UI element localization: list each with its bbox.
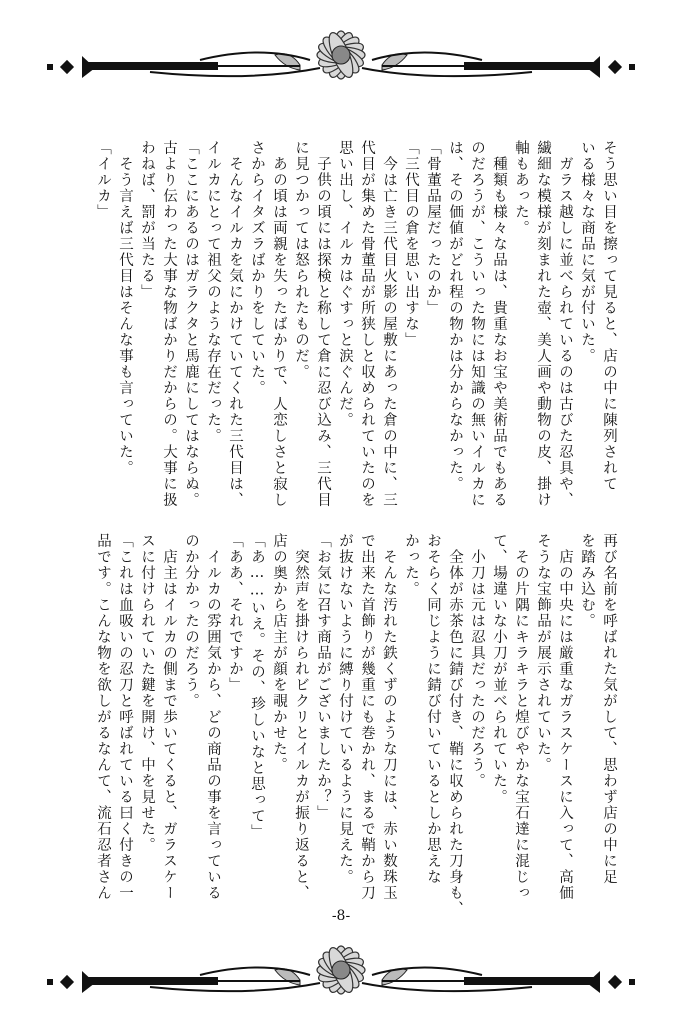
text-line: 「お気に召す商品がございましたか？」 <box>315 533 331 821</box>
text-line: 思い出し、イルカはぐすっと涙ぐんだ。 <box>337 140 353 428</box>
text-line: 店主はイルカの側まで歩いてくると、ガラスケー <box>161 533 177 901</box>
text-line: 突然声を掛けられビクリとイルカが振り返ると、 <box>293 533 309 901</box>
text-line: が抜けないように縛り付けているように見えた。 <box>337 533 353 885</box>
text-line: 「三代目の倉を思い出すな」 <box>403 140 419 348</box>
text-line: そんなイルカを気にかけていてくれた三代目は、 <box>227 140 243 508</box>
text-line: 店の中央には厳重なガラスケースに入って、高価 <box>557 533 573 901</box>
text-line: イルカにとって祖父のような存在だった。 <box>205 140 221 444</box>
text-line: 店の奥から店主が顔を覗かせた。 <box>271 533 287 773</box>
text-line: 「これは血吸いの忍刀と呼ばれている曰く付きの一 <box>117 533 133 901</box>
text-line: そうな宝飾品が展示されていた。 <box>535 533 551 773</box>
text-line: 軸もあった。 <box>513 140 529 236</box>
text-line: あの頃は両親を失ったばかりで、人恋しさと寂し <box>271 140 287 508</box>
lower-text-block <box>92 533 620 917</box>
text-line: 今は亡き三代目火影の屋敷にあった倉の中に、三 <box>381 140 397 508</box>
text-line: その片隅にキラキラと煌びやかな宝石達に混じっ <box>513 533 529 901</box>
text-line: に見つかっては怒られたものだ。 <box>293 140 309 380</box>
text-line: て、場違いな小刀が並べられていた。 <box>491 533 507 805</box>
text-line: 品です。こんな物を欲しがるなんて、流石忍者さん <box>95 533 111 901</box>
text-line: わねば、罰が当たる」 <box>139 140 155 300</box>
text-line: そう思い目を擦って見ると、店の中に陳列されて <box>601 140 617 492</box>
text-line: そんな汚れた鉄くずのような刀には、赤い数珠玉 <box>381 533 397 901</box>
page-number: -8- <box>331 908 351 924</box>
text-line: のか分かったのだろう。 <box>183 533 199 709</box>
text-line: 繊細な模様が刻まれた壺、美人画や動物の皮、掛け <box>535 140 551 508</box>
text-line: 子供の頃には探検と称して倉に忍び込み、三代目 <box>315 140 331 508</box>
text-line: で出来た首飾りが幾重にも巻かれ、まるで鞘から刀 <box>359 533 375 901</box>
text-line: 「ああ、それですか」 <box>227 533 243 693</box>
text-line: いる様々な商品に気が付いた。 <box>579 140 595 364</box>
text-line: 古より伝わった大事な物ばかりだからの。大事に扱 <box>161 140 177 508</box>
text-line: さからイタズラばかりをしていた。 <box>249 140 265 396</box>
text-line: イルカの雰囲気から、どの商品の事を言っている <box>205 533 221 901</box>
text-line: 「あ……いえ。その、珍しいなと思って」 <box>249 533 265 840</box>
text-line: 小刀は元は忍具だったのだろう。 <box>469 533 485 789</box>
text-line: 「骨董品屋だったのか」 <box>425 140 441 316</box>
text-line: のだろうが、こういった物には知識の無いイルカに <box>469 140 485 508</box>
text-line: おそらく同じように錆び付いているとしか思えな <box>425 533 441 885</box>
text-line: 代目が集めた骨董品が所狭しと収められていたのを <box>359 140 375 508</box>
bottom-ornament <box>0 925 682 1015</box>
text-line: 全体が赤茶色に錆び付き、鞘に収められた刀身も、 <box>447 533 463 917</box>
text-line: 種類も様々な品は、貴重なお宝や美術品でもある <box>491 140 507 508</box>
text-line: そう言えば三代目はそんな事も言っていた。 <box>117 140 133 476</box>
text-line: を踏み込む。 <box>579 533 595 629</box>
text-line: スに付けられていた鍵を開け、中を見せた。 <box>139 533 155 853</box>
text-line: は、その価値がどれ程の物かは分からなかった。 <box>447 140 463 492</box>
text-line: ガラス越しに並べられているのは古びた忍具や、 <box>557 140 573 508</box>
text-line: 「ここにあるのはガラクタと馬鹿にしてはならぬ。 <box>183 140 199 508</box>
top-ornament <box>0 10 682 100</box>
upper-text-block <box>92 140 620 508</box>
text-line: 「イルカ」 <box>95 140 111 220</box>
text-line: かった。 <box>403 533 419 597</box>
text-line: 再び名前を呼ばれた気がして、思わず店の中に足 <box>601 533 617 885</box>
